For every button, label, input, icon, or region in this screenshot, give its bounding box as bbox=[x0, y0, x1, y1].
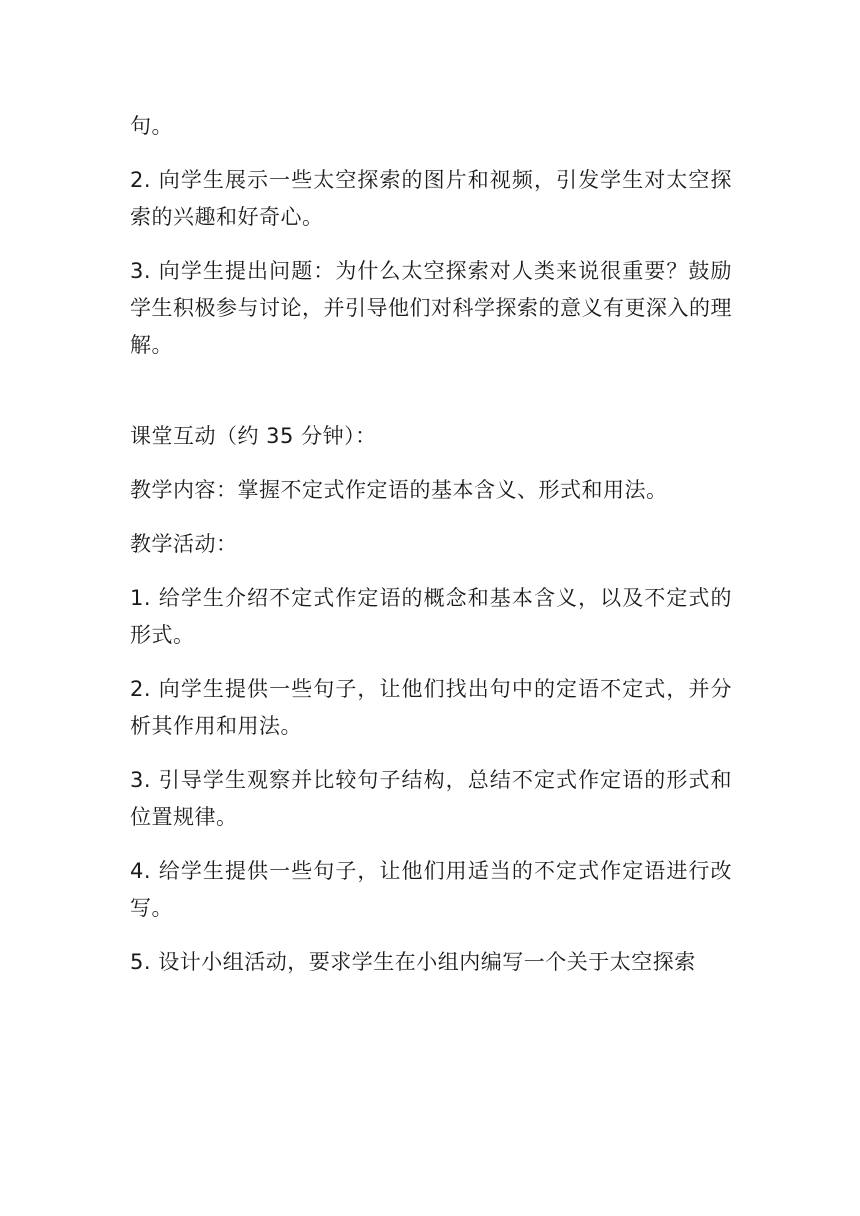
paragraph-teaching-content: 教学内容：掌握不定式作定语的基本含义、形式和用法。 bbox=[130, 478, 668, 502]
paragraph-activity-3: 3. 引导学生观察并比较句子结构，总结不定式作定语的形式和位置规律。 bbox=[130, 768, 732, 829]
paragraph-activity-2: 2. 向学生提供一些句子，让他们找出句中的定语不定式，并分析其作用和用法。 bbox=[130, 677, 732, 738]
paragraph-teaching-activities-label: 教学活动： bbox=[130, 532, 238, 556]
document-page bbox=[130, 108, 732, 998]
paragraph-continuation: 句。 bbox=[130, 114, 173, 138]
paragraph-step-2-show-images: 2. 向学生展示一些太空探索的图片和视频，引发学生对太空探索的兴趣和好奇心。 bbox=[130, 168, 732, 229]
paragraph-activity-1: 1. 给学生介绍不定式作定语的概念和基本含义，以及不定式的形式。 bbox=[130, 586, 732, 647]
paragraph-activity-5: 5. 设计小组活动，要求学生在小组内编写一个关于太空探索 bbox=[130, 950, 696, 974]
section-heading-class-interaction: 课堂互动（约 35 分钟）： bbox=[130, 424, 377, 448]
paragraph-step-3-ask-question: 3. 向学生提出问题：为什么太空探索对人类来说很重要？鼓励学生积极参与讨论，并引导他们对科学探索的意义有更深入的理解。 bbox=[130, 259, 732, 357]
paragraph-activity-4: 4. 给学生提供一些句子，让他们用适当的不定式作定语进行改写。 bbox=[130, 859, 732, 920]
